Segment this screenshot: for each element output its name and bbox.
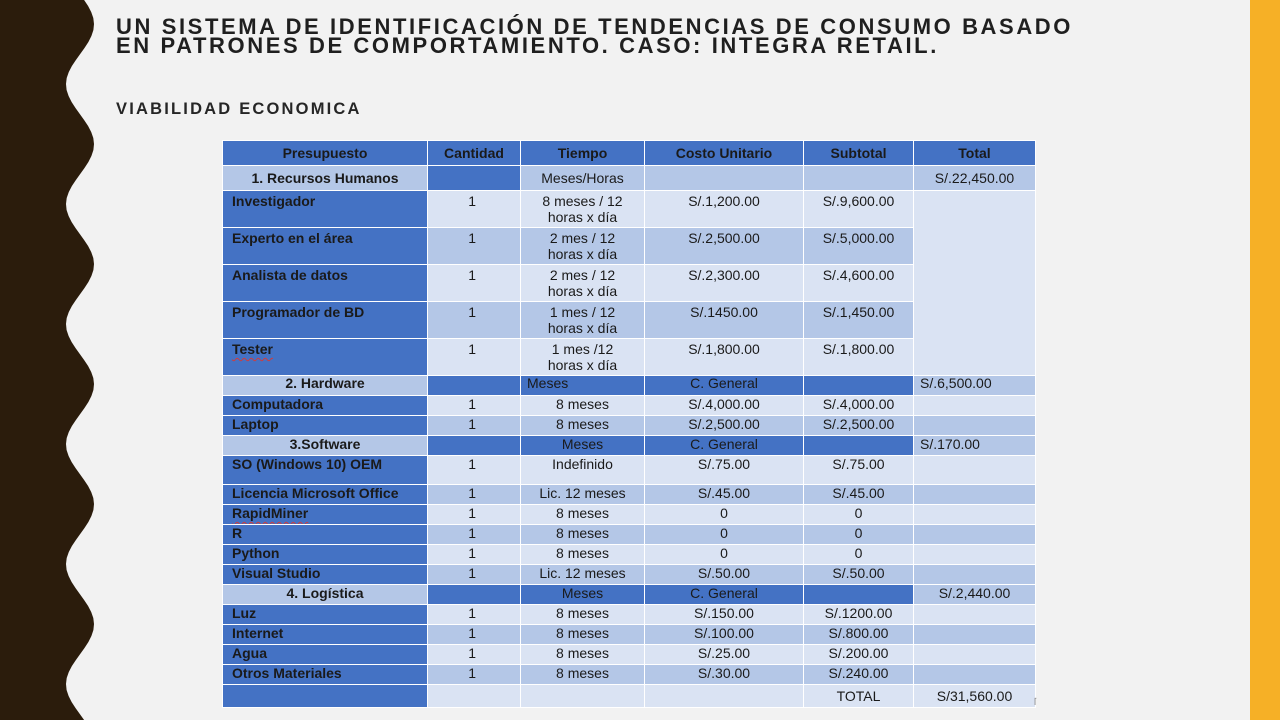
- section-tiempo: Meses: [521, 585, 645, 605]
- row-name: SO (Windows 10) OEM: [223, 456, 428, 485]
- row-cantidad: 1: [428, 339, 521, 376]
- row-cantidad: 1: [428, 545, 521, 565]
- row-cantidad: 1: [428, 505, 521, 525]
- row-cantidad: 1: [428, 485, 521, 505]
- row-tiempo: 8 meses: [521, 625, 645, 645]
- row-cantidad: 1: [428, 302, 521, 339]
- section-cantidad-empty: [428, 376, 521, 396]
- row-name: Licencia Microsoft Office: [223, 485, 428, 505]
- header-costo-unitario: Costo Unitario: [645, 141, 804, 166]
- section-tiempo: Meses/Horas: [521, 166, 645, 191]
- row-subtotal: S/.4,600.00: [804, 265, 914, 302]
- row-tiempo-line1: 1 mes /12: [551, 341, 614, 357]
- section-cantidad-empty: [428, 436, 521, 456]
- left-decorative-band: [0, 0, 110, 720]
- row-costo: S/.100.00: [645, 625, 804, 645]
- merged-total-cell: [914, 191, 1036, 376]
- row-cantidad: 1: [428, 565, 521, 585]
- row-subtotal: S/.75.00: [804, 456, 914, 485]
- row-subtotal: S/.5,000.00: [804, 228, 914, 265]
- section-costo: C. General: [645, 436, 804, 456]
- row-name: R: [223, 525, 428, 545]
- table-row: [223, 396, 1036, 416]
- row-tiempo: 8 meses: [521, 525, 645, 545]
- section-subtotal-empty: [804, 585, 914, 605]
- row-subtotal: S/.2,500.00: [804, 416, 914, 436]
- row-cantidad: 1: [428, 416, 521, 436]
- row-tiempo-line1: 8 meses / 12: [542, 193, 623, 209]
- table-row: [223, 456, 1036, 485]
- section-row-recursos-humanos: [223, 166, 1036, 191]
- row-tiempo: [521, 191, 645, 228]
- row-cantidad: 1: [428, 645, 521, 665]
- row-total-empty: [914, 396, 1036, 416]
- footer-empty-cell: [223, 685, 428, 708]
- corner-mark: ⌈: [1034, 697, 1038, 706]
- row-cantidad: 1: [428, 265, 521, 302]
- section-label: 3.Software: [223, 436, 428, 456]
- row-costo: S/.1450.00: [645, 302, 804, 339]
- row-cantidad: 1: [428, 605, 521, 625]
- row-name: Experto en el área: [223, 228, 428, 265]
- row-total-empty: [914, 485, 1036, 505]
- table-header-row: [223, 141, 1036, 166]
- header-cantidad: Cantidad: [428, 141, 521, 166]
- row-tiempo-line2: horas x día: [547, 246, 618, 262]
- row-tiempo: 8 meses: [521, 545, 645, 565]
- row-name: Otros Materiales: [223, 665, 428, 685]
- table-row: [223, 605, 1036, 625]
- right-accent-band: [1250, 0, 1280, 720]
- section-row-software: [223, 436, 1036, 456]
- row-cantidad: 1: [428, 525, 521, 545]
- row-tiempo: 8 meses: [521, 505, 645, 525]
- row-costo: S/.2,300.00: [645, 265, 804, 302]
- row-costo: S/.25.00: [645, 645, 804, 665]
- footer-empty-cell: [428, 685, 521, 708]
- row-tiempo-line2: horas x día: [547, 209, 618, 225]
- footer-empty-cell: [521, 685, 645, 708]
- table-row: [223, 665, 1036, 685]
- section-subtotal-empty: [804, 166, 914, 191]
- row-tiempo-line2: horas x día: [547, 283, 618, 299]
- section-costo-empty: [645, 166, 804, 191]
- row-tiempo: 8 meses: [521, 665, 645, 685]
- section-label: 1. Recursos Humanos: [223, 166, 428, 191]
- row-subtotal: S/.1,450.00: [804, 302, 914, 339]
- row-cantidad: 1: [428, 665, 521, 685]
- row-tiempo-line2: horas x día: [547, 320, 618, 336]
- table-row: [223, 525, 1036, 545]
- row-total-empty: [914, 525, 1036, 545]
- row-total-empty: [914, 665, 1036, 685]
- row-name: Python: [223, 545, 428, 565]
- row-total-empty: [914, 625, 1036, 645]
- header-presupuesto: Presupuesto: [223, 141, 428, 166]
- table-row: [223, 485, 1036, 505]
- budget-table: [222, 140, 1036, 708]
- row-tiempo-line1: 2 mes / 12: [549, 230, 616, 246]
- row-cantidad: 1: [428, 396, 521, 416]
- footer-total-label: TOTAL: [804, 685, 914, 708]
- header-total: Total: [914, 141, 1036, 166]
- row-name: Computadora: [223, 396, 428, 416]
- row-subtotal: S/.1,800.00: [804, 339, 914, 376]
- table-row: [223, 416, 1036, 436]
- row-cantidad: 1: [428, 625, 521, 645]
- section-cantidad-empty: [428, 585, 521, 605]
- section-tiempo: Meses: [521, 436, 645, 456]
- row-name: Agua: [223, 645, 428, 665]
- row-costo: S/.2,500.00: [645, 228, 804, 265]
- row-subtotal: S/.240.00: [804, 665, 914, 685]
- row-tiempo: [521, 302, 645, 339]
- row-costo: S/.1,200.00: [645, 191, 804, 228]
- row-name: Analista de datos: [223, 265, 428, 302]
- row-subtotal: S/.800.00: [804, 625, 914, 645]
- section-total: S/.2,440.00: [914, 585, 1036, 605]
- section-cantidad-empty: [428, 166, 521, 191]
- section-total: S/.170.00: [914, 436, 1036, 456]
- row-subtotal: 0: [804, 545, 914, 565]
- row-name: [223, 505, 428, 525]
- row-tiempo-line1: 1 mes / 12: [549, 304, 616, 320]
- row-name-text: RapidMiner: [232, 505, 309, 521]
- row-tiempo: [521, 339, 645, 376]
- row-total-empty: [914, 605, 1036, 625]
- section-row-logistica: [223, 585, 1036, 605]
- row-tiempo: Indefinido: [521, 456, 645, 485]
- section-row-hardware: [223, 376, 1036, 396]
- row-total-empty: [914, 545, 1036, 565]
- row-subtotal: 0: [804, 505, 914, 525]
- row-subtotal: 0: [804, 525, 914, 545]
- row-subtotal: S/.45.00: [804, 485, 914, 505]
- row-costo: S/.2,500.00: [645, 416, 804, 436]
- row-name: Programador de BD: [223, 302, 428, 339]
- row-name: Investigador: [223, 191, 428, 228]
- section-total: S/.22,450.00: [914, 166, 1036, 191]
- row-cantidad: 1: [428, 456, 521, 485]
- table-footer-row: [223, 685, 1036, 708]
- row-subtotal: S/.4,000.00: [804, 396, 914, 416]
- row-name: Internet: [223, 625, 428, 645]
- footer-empty-cell: [645, 685, 804, 708]
- section-tiempo: Meses: [521, 376, 645, 396]
- row-tiempo-line2: horas x día: [547, 357, 618, 373]
- row-total-empty: [914, 456, 1036, 485]
- slide-title-line1: UN SISTEMA DE IDENTIFICACIÓN DE TENDENCIAS DE CONSUMO BASADO: [116, 14, 1074, 39]
- row-subtotal: S/.9,600.00: [804, 191, 914, 228]
- slide-title-line2: EN PATRONES DE COMPORTAMIENTO. CASO: INTEGRA RETAIL.: [116, 33, 939, 58]
- row-costo: 0: [645, 545, 804, 565]
- table-row: [223, 191, 1036, 228]
- row-subtotal: S/.1200.00: [804, 605, 914, 625]
- section-subtotal-empty: [804, 436, 914, 456]
- row-total-empty: [914, 416, 1036, 436]
- section-costo: C. General: [645, 585, 804, 605]
- row-tiempo: Lic. 12 meses: [521, 485, 645, 505]
- budget-table-container: [222, 140, 1036, 708]
- row-name: Luz: [223, 605, 428, 625]
- row-subtotal: S/.50.00: [804, 565, 914, 585]
- row-costo: S/.75.00: [645, 456, 804, 485]
- row-name: Laptop: [223, 416, 428, 436]
- slide-title: [116, 14, 1216, 58]
- table-row: [223, 505, 1036, 525]
- row-costo: S/.30.00: [645, 665, 804, 685]
- row-costo: S/.4,000.00: [645, 396, 804, 416]
- slide-subtitle: VIABILIDAD ECONOMICA: [116, 100, 362, 118]
- row-total-empty: [914, 565, 1036, 585]
- row-tiempo: 8 meses: [521, 416, 645, 436]
- header-tiempo: Tiempo: [521, 141, 645, 166]
- row-costo: S/.45.00: [645, 485, 804, 505]
- row-costo: 0: [645, 525, 804, 545]
- header-subtotal: Subtotal: [804, 141, 914, 166]
- row-costo: S/.50.00: [645, 565, 804, 585]
- section-label: 2. Hardware: [223, 376, 428, 396]
- section-costo: C. General: [645, 376, 804, 396]
- row-costo: 0: [645, 505, 804, 525]
- table-row: [223, 645, 1036, 665]
- table-row: [223, 545, 1036, 565]
- table-row: [223, 625, 1036, 645]
- row-total-empty: [914, 505, 1036, 525]
- table-row: [223, 565, 1036, 585]
- row-costo: S/.1,800.00: [645, 339, 804, 376]
- row-total-empty: [914, 645, 1036, 665]
- row-tiempo: Lic. 12 meses: [521, 565, 645, 585]
- row-tiempo: 8 meses: [521, 645, 645, 665]
- row-subtotal: S/.200.00: [804, 645, 914, 665]
- section-label: 4. Logística: [223, 585, 428, 605]
- row-tiempo-line1: 2 mes / 12: [549, 267, 616, 283]
- row-name-text: Tester: [232, 341, 273, 357]
- footer-total-value: S/31,560.00: [914, 685, 1036, 708]
- row-tiempo: 8 meses: [521, 396, 645, 416]
- row-cantidad: 1: [428, 191, 521, 228]
- row-cantidad: 1: [428, 228, 521, 265]
- row-name: Visual Studio: [223, 565, 428, 585]
- row-name: [223, 339, 428, 376]
- row-costo: S/.150.00: [645, 605, 804, 625]
- row-tiempo: [521, 265, 645, 302]
- row-tiempo: [521, 228, 645, 265]
- row-tiempo: 8 meses: [521, 605, 645, 625]
- section-subtotal-empty: [804, 376, 914, 396]
- section-total: S/.6,500.00: [914, 376, 1036, 396]
